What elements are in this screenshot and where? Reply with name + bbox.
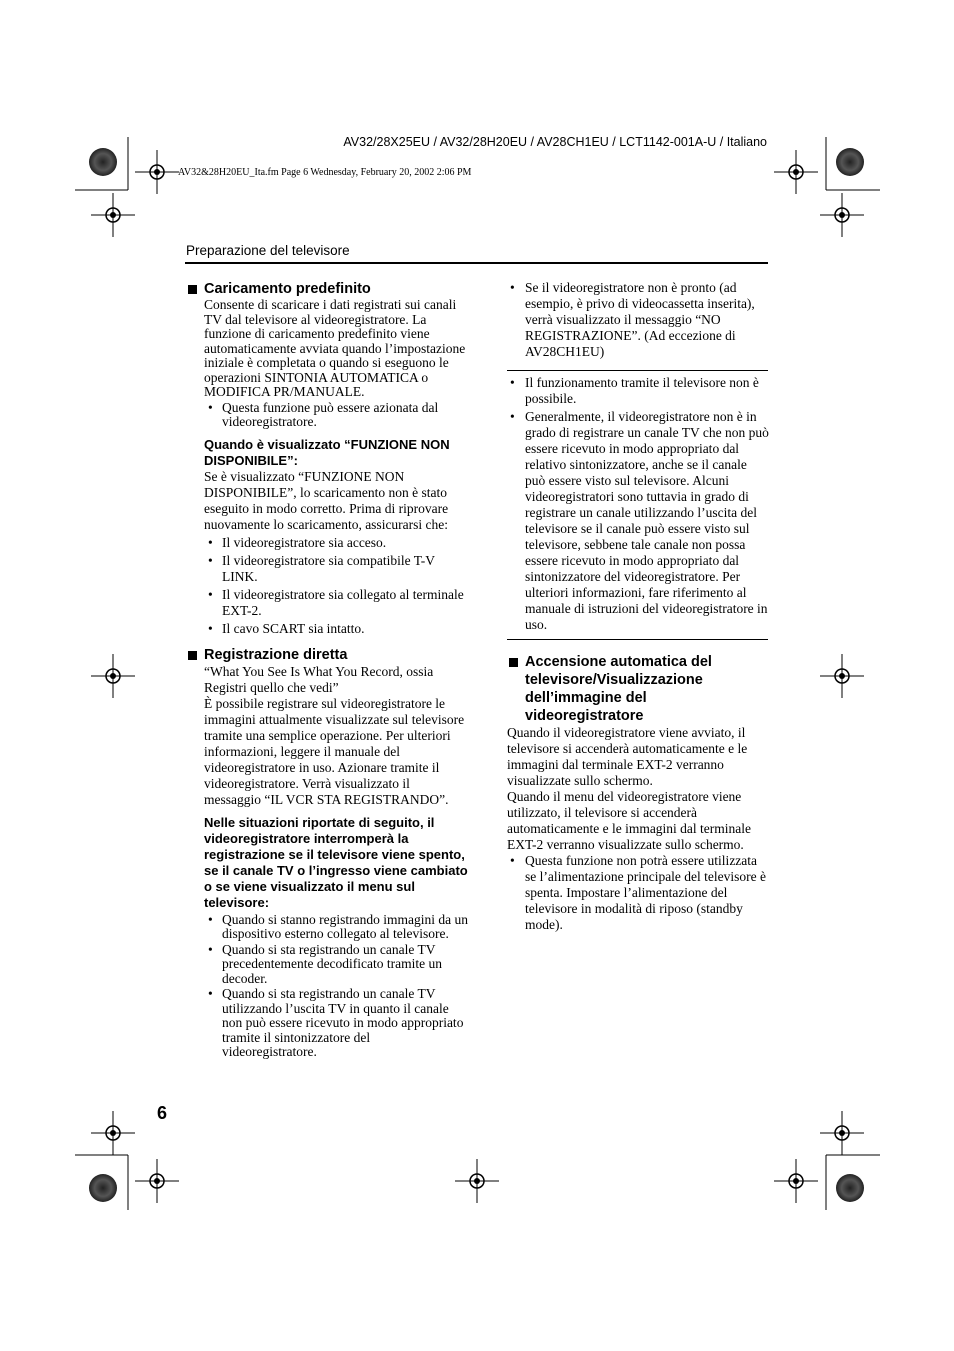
- model-line: AV32/28X25EU / AV32/28H20EU / AV28CH1EU / LCT1142-001A-U / Italiano: [343, 135, 767, 149]
- paragraph: Consente di scaricare i dati registrati sui canali TV dal televisore al videoregistratore. La funzione di caricamento predefinito viene automaticamente avviata quando l’impostazione iniziale è completata o quando si eseguono le operazioni SINTONIA AUTOMATICA o MODIFICA PR/MANUALE.: [204, 297, 466, 399]
- left-column: [186, 280, 468, 1060]
- registration-mark-icon: [820, 654, 864, 698]
- registration-mark-icon: [455, 1159, 499, 1203]
- registration-mark-icon: [91, 654, 135, 698]
- list-item: • Quando si stanno registrando immagini da un dispositivo esterno collegato al televisore.: [204, 913, 468, 942]
- list-item: • Se il videoregistratore non è pronto (ad esempio, è privo di videocassetta inserita), verrà visualizzato il messaggio “NO REGISTRAZIONE”. (Ad eccezione di AV28CH1EU): [507, 280, 769, 360]
- list-item: • Questa funzione può essere azionata dal videoregistratore.: [204, 401, 468, 430]
- heading-accensione: Accensione automatica del televisore/Visualizzazione dell’immagine del videoregistratore: [507, 653, 769, 725]
- list-item: • Il funzionamento tramite il televisore non è possibile.: [507, 375, 769, 407]
- paragraph: Quando il videoregistratore viene avviato, il televisore si accenderà automaticamente e le immagini dal terminale EXT-2 verranno visualizzate sullo schermo.: [507, 725, 748, 788]
- file-info-line: AV32&28H20EU_Ita.fm Page 6 Wednesday, February 20, 2002 2:06 PM: [178, 167, 472, 178]
- registration-mark-icon: [135, 150, 179, 194]
- check-list: [204, 535, 468, 637]
- header-rule: [185, 262, 768, 264]
- registration-mark-icon: [820, 1111, 864, 1155]
- list-item: • Generalmente, il videoregistratore non è in grado di registrare un canale TV che non può essere ricevuto in modo appropriato dal relativo sintonizzatore, anche se il canale può essere visto sul televisore. Alcuni videoregistratori sono tuttavia in grado di registrare un canale utilizzando l’uscita del televisore se il canale può essere visto sul televisore, sebbene tale canale non possa essere ricevuto in modo appropriato dal sintonizzatore del videoregistratore. Per ulteriori informazioni, fare riferimento al manuale di istruzioni del videoregistratore in uso.: [507, 409, 769, 633]
- divider: [507, 639, 768, 640]
- subheading: Quando è visualizzato “FUNZIONE NON DISPONIBILE”:: [204, 436, 450, 468]
- subheading: Nelle situazioni riportate di seguito, il videoregistratore interromperà la registrazione se il televisore viene spento, se il canale TV o l’ingresso viene cambiato o se viene visualizzato il menu sul televisore:: [204, 814, 468, 910]
- divider: [507, 370, 768, 371]
- registration-mark-icon: [91, 193, 135, 237]
- square-bullet-icon: [188, 285, 197, 294]
- list-item: • Quando si sta registrando un canale TV precedentemente decodificato tramite un decoder.: [204, 943, 468, 987]
- target-icon: [836, 1174, 864, 1202]
- registration-mark-icon: [774, 1159, 818, 1203]
- list-item: • Il videoregistratore sia collegato al terminale EXT-2.: [204, 587, 468, 619]
- registration-mark-icon: [774, 150, 818, 194]
- paragraph: Quando il menu del videoregistratore viene utilizzato, il televisore si accenderà automaticamente e le immagini dal terminale EXT-2 verranno visualizzate sullo schermo.: [507, 789, 752, 852]
- registration-mark-icon: [820, 193, 864, 237]
- square-bullet-icon: [509, 658, 518, 667]
- square-bullet-icon: [188, 651, 197, 660]
- list-item: • Il videoregistratore sia compatibile T-V LINK.: [204, 553, 468, 585]
- bullet-list: [204, 401, 468, 430]
- heading-caricamento: Caricamento predefinito: [186, 280, 468, 298]
- paragraph: “What You See Is What You Record, ossia Registri quello che vedi”: [204, 663, 434, 695]
- right-column: [507, 280, 769, 933]
- list-item: • Questa funzione non potrà essere utilizzata se l’alimentazione principale del televisore è spenta. Impostare l’alimentazione del televisore in modalità di riposo (standby mode).: [507, 853, 769, 933]
- note-list: [507, 375, 769, 633]
- bullet-list: [204, 913, 468, 1060]
- list-item: • Quando si sta registrando un canale TV utilizzando l’uscita TV in quanto il canale non può essere ricevuto in modo appropriato tramite il sintonizzatore del videoregistratore.: [204, 987, 468, 1060]
- registration-mark-icon: [91, 1111, 135, 1155]
- list-item: • Il videoregistratore sia acceso.: [204, 535, 468, 551]
- registration-mark-icon: [135, 1159, 179, 1203]
- target-icon: [89, 1174, 117, 1202]
- page-number: 6: [157, 1103, 168, 1123]
- bullet-list: [507, 853, 769, 933]
- note-list: [507, 280, 769, 360]
- target-icon: [836, 148, 864, 176]
- paragraph: È possibile registrare sul videoregistratore le immagini attualmente visualizzate sul televisore tramite una semplice operazione. Per ulteriori informazioni, leggere il manuale del videoregistratore in uso. Azionare tramite il videoregistratore. Verrà visualizzato il messaggio “IL VCR STA REGISTRANDO”.: [204, 695, 465, 807]
- heading-registrazione: Registrazione diretta: [186, 646, 468, 664]
- paragraph: Se è visualizzato “FUNZIONE NON DISPONIBILE”, lo scaricamento non è stato eseguito in modo corretto. Prima di riprovare nuovamente lo scaricamento, assicurarsi che:: [204, 468, 449, 532]
- list-item: • Il cavo SCART sia intatto.: [204, 621, 468, 637]
- section-header: Preparazione del televisore: [186, 243, 350, 258]
- target-icon: [89, 148, 117, 176]
